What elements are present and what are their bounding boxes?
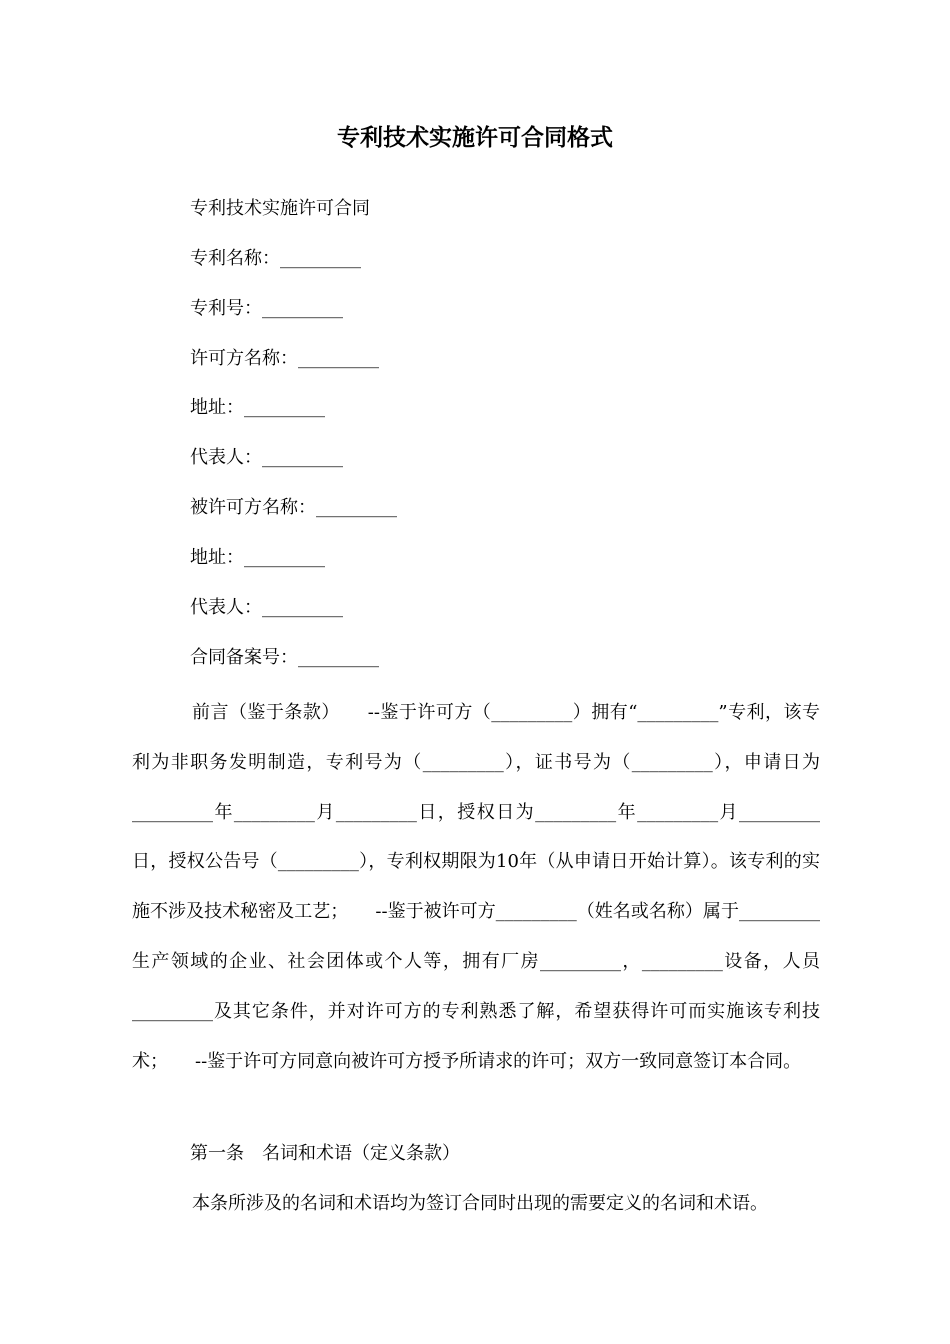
- article-1-heading: 第一条 名词和术语（定义条款）: [190, 1143, 460, 1164]
- licensor-address-field: 地址：_________: [190, 397, 325, 418]
- licensor-representative-field: 代表人：_________: [190, 447, 343, 468]
- licensee-address-field: 地址：_________: [190, 547, 325, 568]
- document-title: 专利技术实施许可合同格式: [337, 125, 613, 151]
- patent-name-field: 专利名称：_________: [190, 248, 361, 269]
- preamble-paragraph: 前言（鉴于条款） --鉴于许可方（_________）拥有“_________”专利，该专利为非职务发明制造，专利号为（_________），证书号为（_________），申请日为_________年_________月_________日，授权日为_________年_________月_________日，授权公告号（_________），专利权期限为10年（从申请日开始计算）。该专利的实施不涉及技术秘密及工艺； --鉴于被许可方_________（姓名或名称）属于_________生产领域的企业、社会团体或个人等，拥有厂房_________，_________设备，人员_________及其它条件，并对许可方的专利熟悉了解，希望获得许可而实施该专利技术； --鉴于许可方同意向被许可方授予所请求的许可；双方一致同意签订本合同。: [132, 702, 820, 1072]
- licensee-name-field: 被许可方名称：_________: [190, 497, 397, 518]
- contract-record-number-field: 合同备案号：_________: [190, 647, 379, 668]
- licensee-representative-field: 代表人：_________: [190, 597, 343, 618]
- patent-number-field: 专利号：_________: [190, 298, 343, 319]
- article-1-body: 本条所涉及的名词和术语均为签订合同时出现的需要定义的名词和术语。: [192, 1193, 768, 1214]
- contract-subtitle: 专利技术实施许可合同: [190, 198, 370, 219]
- licensor-name-field: 许可方名称：_________: [190, 348, 379, 369]
